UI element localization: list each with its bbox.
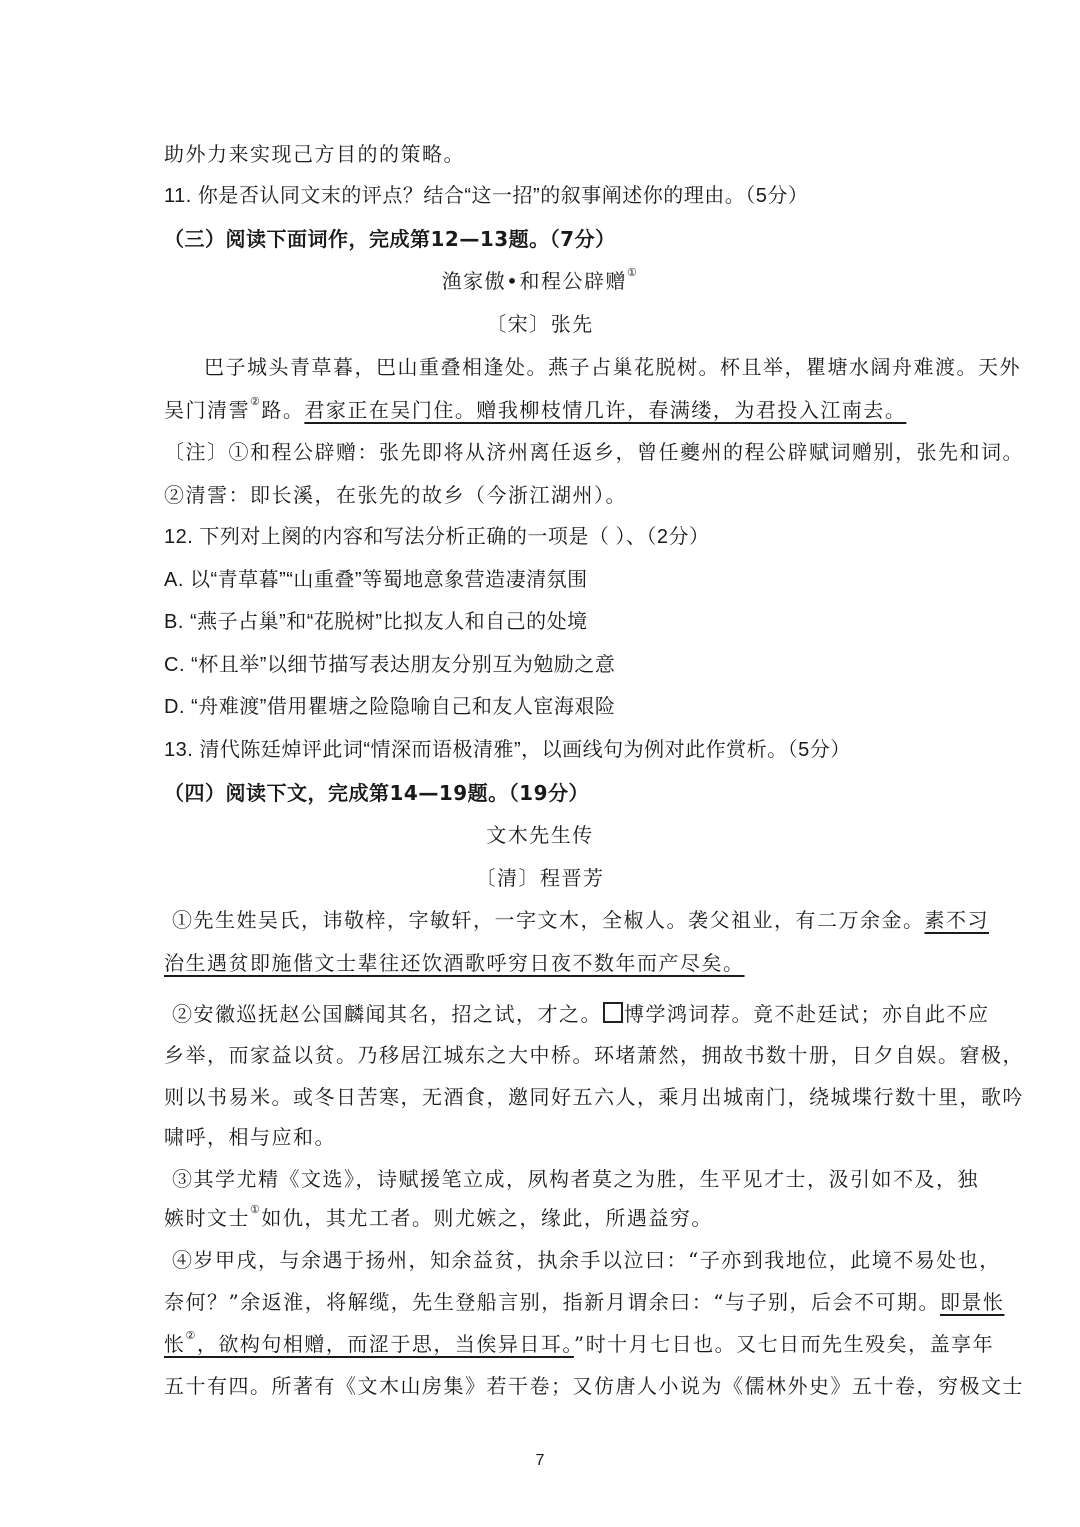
option-d: D. “舟难渡”借用瞿塘之险隐喻自己和友人宦海艰险 <box>164 696 616 718</box>
paragraph-4: ④岁甲戌，与余遇于扬州，知余益贫，执余手以泣曰：“子亦到我地位，此境不易处也， <box>172 1248 1001 1272</box>
option-a: A. 以“青草暮”“山重叠”等蜀地意象营造凄清氛围 <box>164 569 588 591</box>
question-11: 11. 你是否认同文末的评点？结合“这一招”的叙事阐述你的理由。（5分） <box>164 185 809 207</box>
option-c: C. “杯且举”以细节描写表达朋友分别互为勉励之意 <box>164 654 616 676</box>
page-number: 7 <box>535 1452 545 1469</box>
blank-box <box>603 1002 623 1023</box>
question-13: 13. 清代陈廷焯评此词“情深而语极清雅”，以画线句为例对此作赏析。（5分） <box>164 739 851 761</box>
poem-author: 〔宋〕张先 <box>486 312 594 336</box>
poem-title: 渔家傲•和程公辟赠① <box>441 266 639 293</box>
section-4-heading: （四）阅读下文，完成第14—19题。（19分） <box>164 781 589 805</box>
paragraph-4: 奈何？”余返淮，将解缆，先生登船言别，指新月谓余曰：“与子别，后会不可期。即景怅 <box>164 1290 1005 1314</box>
paragraph-2: 啸呼，相与应和。 <box>164 1125 336 1149</box>
paragraph-4: 怅②，欲构句相赠，而涩于思，当俟异日耳。”时十月七日也。又七日而先生殁矣，盖享年 <box>164 1329 995 1356</box>
paragraph-4: 五十有四。所著有《文木山房集》若干卷；又仿唐人小说为《儒林外史》五十卷，穷极文士 <box>164 1374 1024 1398</box>
paragraph-2: 乡举，而家益以贫。乃移居江城东之大中桥。环堵萧然，拥故书数十册，日夕自娱。窘极， <box>164 1043 1024 1067</box>
question-12: 12. 下列对上阕的内容和写法分析正确的一项是（ ）、（2分） <box>164 526 710 548</box>
paragraph-3: ③其学尤精《文选》，诗赋援笔立成，夙构者莫之为胜，生平见才士，汲引如不及，独 <box>172 1167 979 1191</box>
option-b: B. “燕子占巢”和“花脱树”比拟友人和自己的处境 <box>164 611 588 633</box>
underlined-sentence: 君家正在吴门住。赠我柳枝情几许，春满缕，为君投入江南去。 <box>304 398 907 422</box>
paragraph-2: ②安徽巡抚赵公国麟闻其名，招之试，才之。 博学鸿词荐。竟不赴廷试；亦自此不应 <box>172 1002 990 1026</box>
prose-title: 文木先生传 <box>486 823 594 847</box>
poem-line: 吴门清霅②路。君家正在吴门住。赠我柳枝情几许，春满缕，为君投入江南去。 <box>164 395 907 422</box>
paragraph-1: 治生遇贫即施偕文士辈往还饮酒歌呼穷日夜不数年而产尽矣。 <box>164 951 745 975</box>
poem-note: 〔注〕①和程公辟赠：张先即将从济州离任返乡，曾任夔州的程公辟赋词赠别，张先和词。 <box>164 440 1024 464</box>
poem-note: ②清霅：即长溪，在张先的故乡（今浙江湖州）。 <box>164 483 627 507</box>
section-3-heading: （三）阅读下面词作，完成第12—13题。（7分） <box>164 227 616 251</box>
poem-line: 巴子城头青草暮，巴山重叠相逢处。燕子占巢花脱树。杯且举，瞿塘水阔舟难渡。天外 <box>204 355 1021 379</box>
paragraph-2: 则以书易米。或冬日苦寒，无酒食，邀同好五六人，乘月出城南门，绕城堞行数十里，歌吟 <box>164 1085 1024 1109</box>
text-line: 助外力来实现己方目的的策略。 <box>164 142 465 166</box>
prose-author: 〔清〕程晋芳 <box>475 866 605 890</box>
paragraph-1: ①先生姓吴氏，讳敬梓，字敏轩，一字文木，全椒人。袭父祖业，有二万余金。素不习 <box>172 908 989 932</box>
paragraph-3: 嫉时文士①如仇，其尤工者。则尤嫉之，缘此，所遇益穷。 <box>164 1203 713 1230</box>
